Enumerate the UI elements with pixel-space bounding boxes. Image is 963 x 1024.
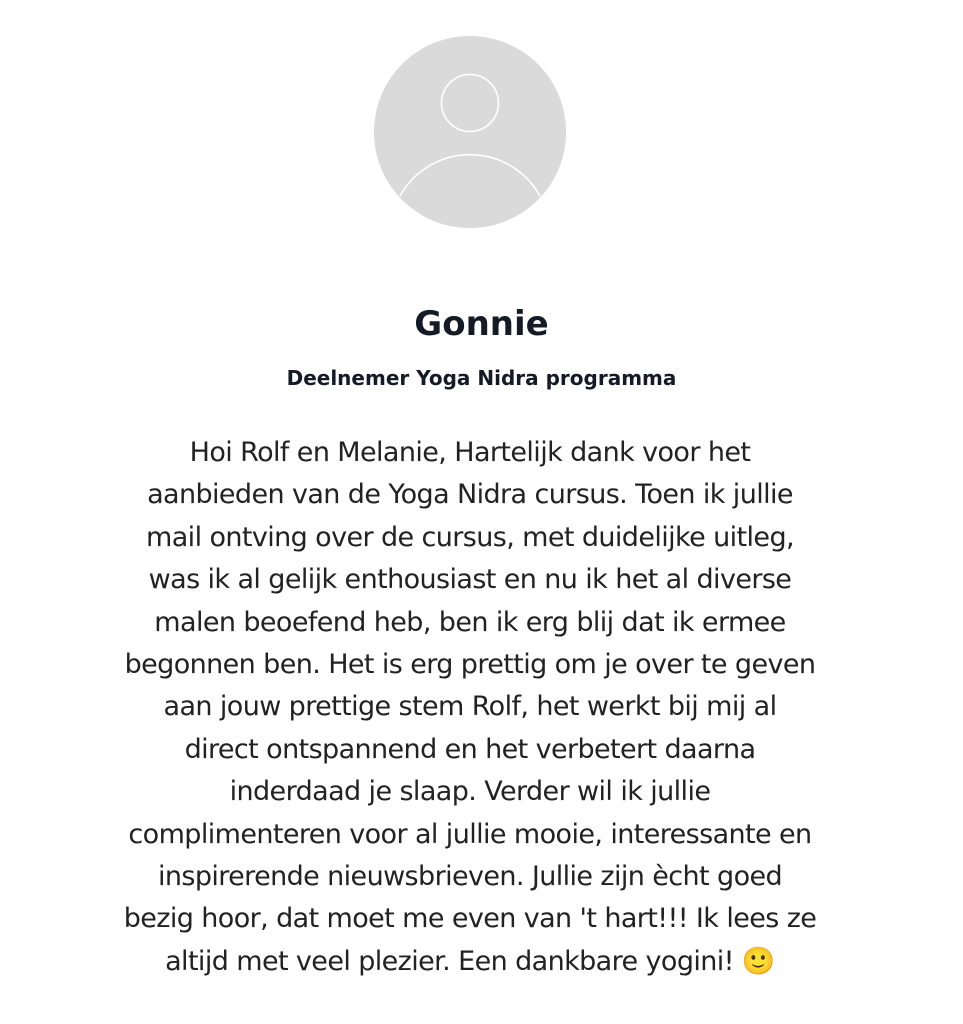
quote-line: was ik al gelijk enthousiast en nu ik het al diverse: [148, 564, 792, 596]
testimonial-role: Deelnemer Yoga Nidra programma: [286, 366, 677, 390]
testimonial-quote: [48, 432, 892, 983]
quote-line: direct ontspannend en het verbetert daarna: [184, 733, 756, 765]
quote-line: altijd met veel plezier. Een dankbare yogini! 🙂: [165, 945, 775, 977]
quote-line: inspirerende nieuwsbrieven. Jullie zijn ècht goed: [157, 861, 783, 893]
quote-line: inderdaad je slaap. Verder wil ik jullie: [229, 776, 711, 808]
quote-line: aan jouw prettige stem Rolf, het werkt bij mij al: [163, 691, 777, 723]
avatar: [374, 36, 566, 228]
quote-line: malen beoefend heb, ben ik erg blij dat ik ermee: [154, 606, 786, 638]
quote-line: aanbieden van de Yoga Nidra cursus. Toen ik jullie: [147, 479, 793, 511]
quote-line: mail ontving over de cursus, met duidelijke uitleg,: [146, 521, 794, 553]
quote-line: bezig hoor, dat moet me even van 't hart!!! Ik lees ze: [123, 903, 817, 935]
user-placeholder-icon: [374, 36, 566, 228]
testimonial-name: Gonnie: [414, 304, 549, 344]
quote-line: Hoi Rolf en Melanie, Hartelijk dank voor het: [189, 437, 751, 468]
quote-line: complimenteren voor al jullie mooie, interessante en: [128, 818, 812, 850]
quote-line: begonnen ben. Het is erg prettig om je over te geven: [124, 649, 816, 681]
